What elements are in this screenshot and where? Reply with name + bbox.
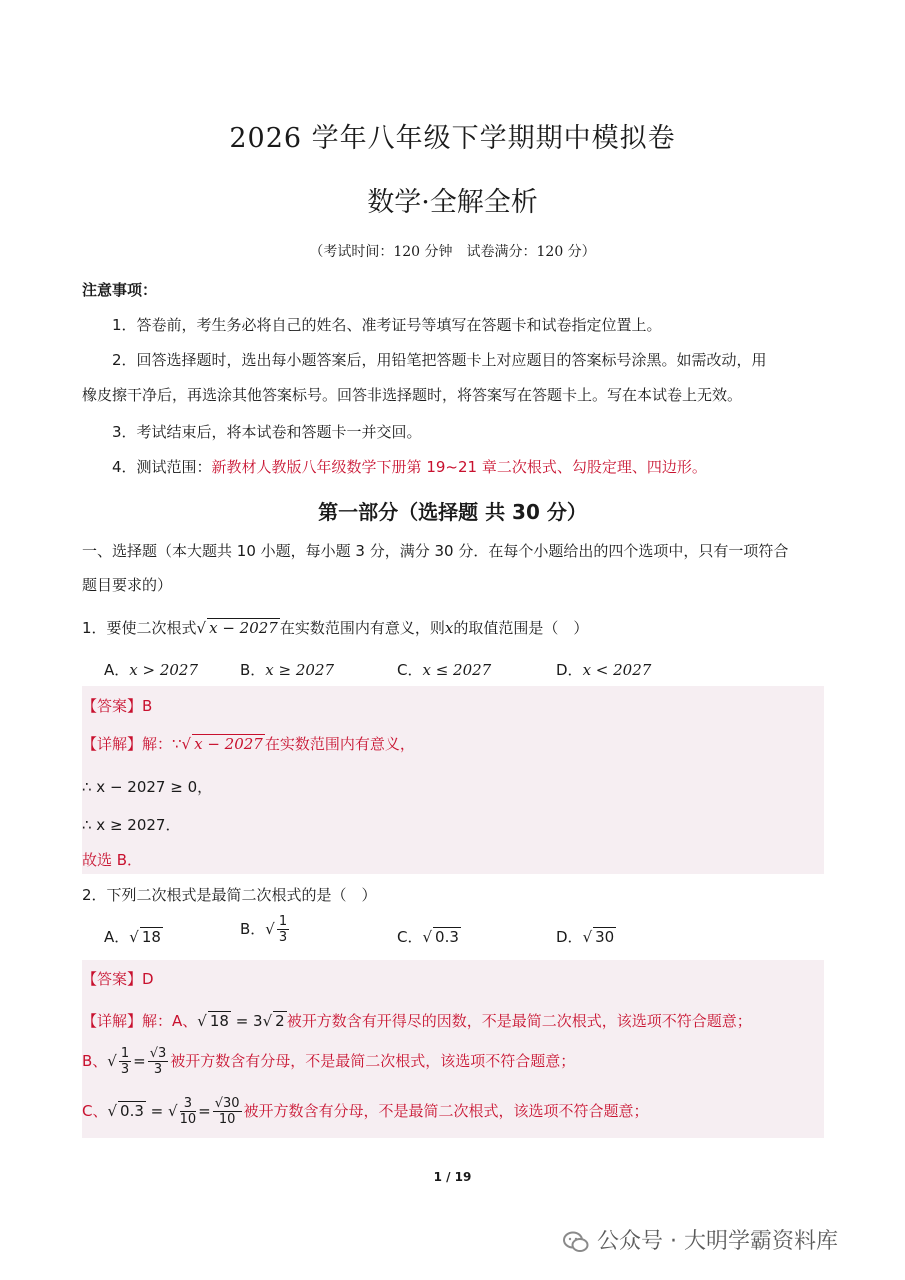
- q2-option-b: B．√ $\frac{1}{3}$: [240, 914, 288, 945]
- q2-option-d: D．√ 30: [556, 928, 615, 946]
- q1-option-a: A．x > 2027: [104, 661, 199, 679]
- q1-radical: x − 2027: [209, 619, 278, 637]
- page-number: 1 / 19: [433, 1170, 472, 1184]
- question-2-stem: 2．下列二次根式是最简二次根式的是（ ）: [82, 886, 377, 904]
- question-1-stem: 1．要使二次根式√ x − 2027 在实数范围内有意义，则x的取值范围是（ ）: [82, 619, 589, 637]
- q2-answer: 【答案】D: [82, 970, 154, 988]
- section-intro-cont: 题目要求的）: [82, 576, 173, 594]
- footer-text: 公众号 · 大明学霸资料库: [597, 1229, 838, 1254]
- notice-item-2: 2．回答选择题时，选出每小题答案后，用铅笔把答题卡上对应题目的答案标号涂黑。如需改动，用: [112, 351, 767, 369]
- q2-detail-a: 【详解】解：A、√ 18 = 3√ 2 被开方数含有开得尽的因数，不是最简二次根式，该选项不符合题意；: [82, 1012, 752, 1030]
- section-intro: 一、选择题（本大题共 10 小题，每小题 3 分，满分 30 分．在每个小题给出的四个选项中，只有一项符合: [82, 542, 789, 560]
- notice-item-1: 1．答卷前，考生务必将自己的姓名、准考证号等填写在答题卡和试卷指定位置上。: [112, 316, 662, 334]
- notice-heading: 注意事项：: [82, 281, 158, 299]
- q2-answer-box: [82, 960, 824, 1138]
- notice-item-4: [112, 456, 707, 477]
- q1-step-2: ∴ x ≥ 2027．: [82, 816, 181, 834]
- notice-item-4-label: 4．测试范围：: [112, 458, 212, 476]
- watermark-footer: [563, 1224, 838, 1255]
- notice-item-2-cont: 橡皮擦干净后，再选涂其他答案标号。回答非选择题时，将答案写在答题卡上。写在本试卷上无效。: [82, 386, 743, 404]
- q1-option-b: B．x ≥ 2027: [240, 661, 335, 679]
- q2-option-a: A．√ 18: [104, 928, 161, 946]
- q1-detail: 【详解】解：∵√ x − 2027 在实数范围内有意义，: [82, 735, 415, 753]
- q1-option-d: D．x < 2027: [556, 661, 652, 679]
- notice-item-3: 3．考试结束后，将本试卷和答题卡一并交回。: [112, 423, 422, 441]
- page-title: 2026 学年八年级下学期期中模拟卷: [229, 123, 676, 154]
- q2-detail-b: B、√ $\frac{1}{3}$ = $\frac{√3}{3}$ 被开方数含有分母，不是最简二次根式，该选项不符合题意；: [82, 1046, 576, 1077]
- wechat-icon: [563, 1231, 589, 1253]
- q1-answer-box: [82, 686, 824, 874]
- exam-meta: （考试时间：120 分钟 试卷满分：120 分）: [309, 244, 596, 260]
- section-title: 第一部分（选择题 共 30 分）: [318, 500, 587, 524]
- q2-detail-c: C、√ 0.3 = √ $\frac{3}{10}$ = $\frac{√30}{10}$ 被开方数含有分母，不是最简二次根式，该选项不符合题意；: [82, 1096, 649, 1127]
- q1-answer: 【答案】B: [82, 697, 153, 715]
- q1-option-c: C．x ≤ 2027: [397, 661, 492, 679]
- test-scope: 新教材人教版八年级数学下册第 19~21 章二次根式、勾股定理、四边形。: [211, 458, 707, 476]
- q1-conclusion: 故选 B．: [82, 851, 143, 869]
- q1-step-1: ∴ x − 2027 ≥ 0，: [82, 778, 213, 796]
- page-subtitle: 数学·全解全析: [367, 187, 538, 218]
- q2-option-c: C．√ 0.3: [397, 928, 459, 946]
